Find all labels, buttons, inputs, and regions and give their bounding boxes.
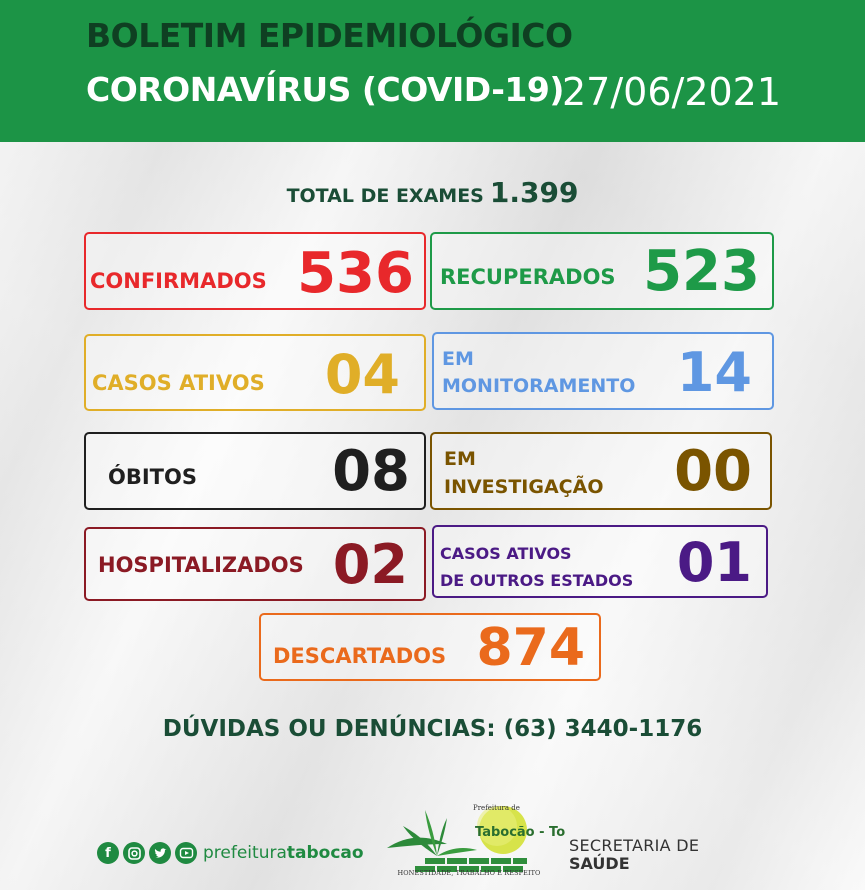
card-recuperados: [430, 232, 774, 310]
youtube-icon[interactable]: [175, 842, 197, 864]
instagram-icon[interactable]: [123, 842, 145, 864]
total-exams: [0, 176, 865, 209]
total-exams-label: TOTAL DE EXAMES: [286, 185, 484, 207]
social-handle-prefix: prefeitura: [203, 843, 287, 863]
secretaria-line-1: SECRETARIA DE: [569, 836, 700, 855]
card-monitoramento-value: 14: [676, 341, 752, 404]
bulletin-date: 27/06/2021: [562, 70, 782, 114]
twitter-icon[interactable]: [149, 842, 171, 864]
secretaria-line-2: SAÚDE: [569, 853, 630, 873]
logo-name-text: Tabocão - To: [475, 825, 566, 840]
card-hospitalizados-value: 02: [332, 533, 408, 596]
card-hospitalizados: [84, 527, 426, 601]
card-monitoramento-label-2: MONITORAMENTO: [442, 375, 636, 397]
card-investigacao-label-2: INVESTIGAÇÃO: [444, 476, 604, 498]
card-casos-ativos-value: 04: [324, 343, 400, 406]
facebook-icon[interactable]: f: [97, 842, 119, 864]
header-banner: [0, 0, 865, 142]
social-handle[interactable]: [203, 843, 364, 863]
card-outros-estados-label-1: CASOS ATIVOS: [440, 544, 572, 563]
card-recuperados-value: 523: [643, 239, 760, 304]
card-outros-estados-label-2: DE OUTROS ESTADOS: [440, 571, 634, 590]
card-confirmados: [84, 232, 426, 310]
total-exams-value: 1.399: [489, 176, 579, 209]
social-bar: [97, 842, 364, 864]
card-casos-ativos-label: CASOS ATIVOS: [92, 371, 265, 395]
card-monitoramento-label-1: EM: [442, 348, 474, 370]
card-investigacao-label-1: EM: [444, 448, 476, 470]
bulletin-title: BOLETIM EPIDEMIOLÓGICO: [86, 16, 573, 55]
card-casos-ativos: [84, 334, 426, 411]
card-obitos-value: 08: [332, 439, 410, 504]
card-outros-estados-value: 01: [676, 531, 752, 594]
card-outros-estados: [432, 525, 768, 598]
secretaria-saude: [569, 837, 699, 872]
card-recuperados-label: RECUPERADOS: [440, 265, 616, 289]
card-hospitalizados-label: HOSPITALIZADOS: [98, 553, 304, 577]
card-obitos: [84, 432, 426, 510]
card-investigacao: [430, 432, 772, 510]
card-confirmados-label: CONFIRMADOS: [90, 269, 267, 293]
card-confirmados-value: 536: [297, 241, 414, 306]
card-descartados-value: 874: [476, 618, 585, 678]
card-descartados: [259, 613, 601, 681]
card-obitos-label: ÓBITOS: [108, 465, 197, 489]
bulletin-subtitle: CORONAVÍRUS (COVID-19): [86, 70, 564, 109]
logo-motto: HONESTIDADE, TRABALHO E RESPEITO: [397, 869, 541, 877]
social-handle-bold: tabocao: [286, 843, 364, 863]
card-investigacao-value: 00: [674, 439, 752, 504]
contact-line: DÚVIDAS OU DENÚNCIAS: (63) 3440-1176: [162, 716, 703, 742]
card-descartados-label: DESCARTADOS: [273, 644, 447, 668]
card-monitoramento: [432, 332, 774, 410]
logo-top-text: Prefeitura de: [473, 804, 520, 812]
